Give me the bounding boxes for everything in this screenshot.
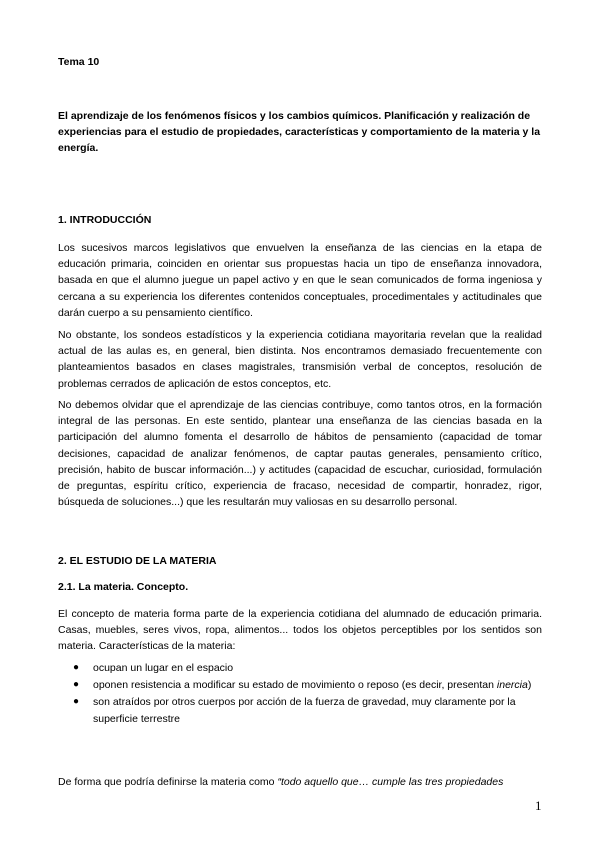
- bullet-icon: ●: [73, 662, 80, 673]
- section-heading-materia: 2. EL ESTUDIO DE LA MATERIA: [58, 555, 217, 567]
- bullet-icon: ●: [73, 696, 80, 708]
- materia-properties-list: [58, 660, 546, 728]
- list-item: [58, 660, 546, 676]
- list-item-text: oponen resistencia a modificar su estado de movimiento o reposo (es decir, presentan: [93, 679, 497, 692]
- definition-quote: “todo aquello que… cumple las tres propiedades: [277, 776, 504, 788]
- list-item: [58, 694, 546, 726]
- list-item-text: ocupan un lugar en el espacio: [93, 662, 234, 674]
- list-item: [58, 677, 546, 693]
- paragraph-intro-2: No obstante, los sondeos estadísticos y la experiencia cotidiana mayoritaria revelan que la realidad actual de las aulas es, en general, bien distinta. Nos encontramos demasiado frecuentemente con planteamientos basados en clases magistrales, transmisión verbal de conceptos, resolución de problemas cerrados de aplicación de estos conceptos, etc.: [58, 329, 542, 390]
- list-item-text-after: ): [527, 679, 532, 692]
- definition-text: De forma que podría definirse la materia como: [58, 776, 278, 788]
- document-title: El aprendizaje de los fenómenos físicos y los cambios químicos. Planificación y realización de experiencias para el estudio de propiedades, características y comportamiento de la materia y la energía.: [58, 110, 541, 154]
- paragraph-materia: El concepto de materia forma parte de la experiencia cotidiana del alumnado de educación primaria. Casas, muebles, seres vivos, ropa, alimentos... todos los objetos perceptibles por los sentidos son materia. Características de la materia:: [58, 608, 542, 653]
- paragraph-intro-3: No debemos olvidar que el aprendizaje de las ciencias contribuye, como tantos otros, en la formación integral de las personas. En este sentido, plantear una enseñanza de las ciencias basada en la participación del alumno fomenta el desarrollo de hábitos de pensamiento (capacidad de tomar decisiones, capacidad de analizar fenómenos, de captar pautas generales, pensamiento crítico, precisión, habito de buscar información...) y actitudes (capacidad de escuchar, curiosidad, formulación de preguntas, espíritu crítico, experiencia de fracaso, necesidad de compartir, honradez, rigor, búsqueda de soluciones...) que les resultarán muy valiosas en su desarrollo personal.: [58, 399, 542, 509]
- paragraph-definition: [58, 774, 542, 790]
- topic-number: Tema 10: [58, 56, 100, 68]
- list-item-italic-term: inercia: [496, 679, 528, 692]
- paragraph-intro-1: Los sucesivos marcos legislativos que envuelven la enseñanza de las ciencias en la etapa de educación primaria, coinciden en orientar sus propuestas hacia un tipo de enseñanza innovadora, basada en que el alumno juegue un papel activo y en que le sean comunicados de forma ingeniosa y cercana a su experiencia los diferentes contenidos conceptuales, procedimentales y actitudinales que darán cuerpo a su pensamiento científico.: [58, 242, 542, 319]
- page-number: 1: [535, 798, 542, 813]
- subsection-heading-concepto: 2.1. La materia. Concepto.: [58, 581, 189, 593]
- section-heading-introduccion: 1. INTRODUCCIÓN: [58, 214, 152, 226]
- list-item-text: son atraídos por otros cuerpos por acción de la fuerza de gravedad, muy claramente por la superficie terrestre: [93, 696, 516, 725]
- bullet-icon: ●: [73, 679, 80, 691]
